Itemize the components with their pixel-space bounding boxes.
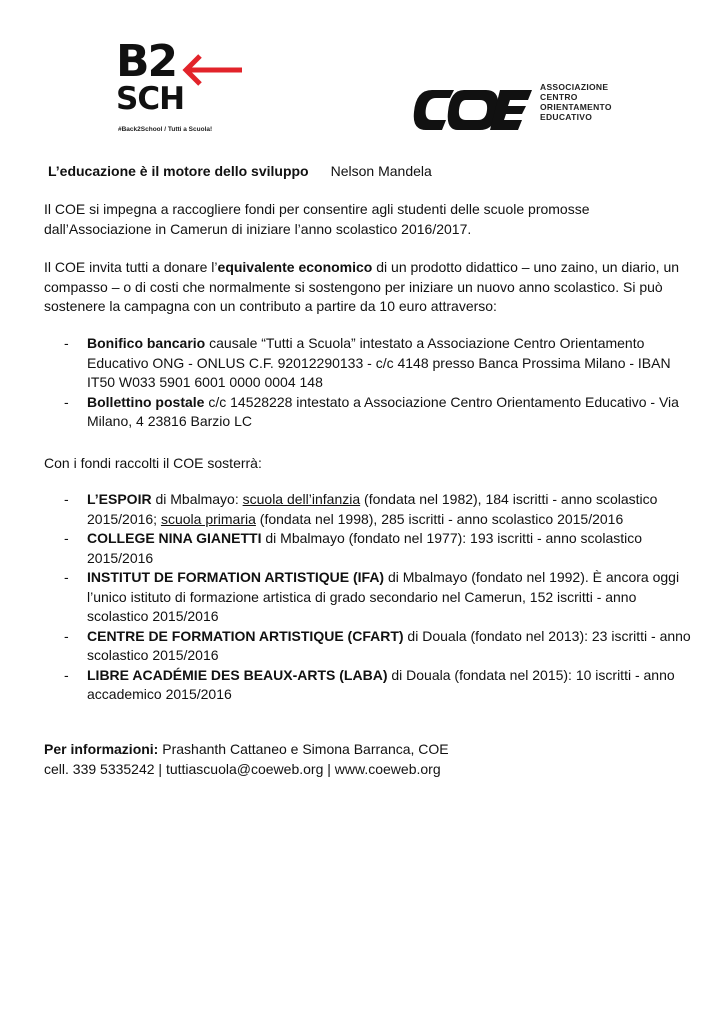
list-bullet: - [64,569,69,585]
logo-sch-text: SCH [116,81,185,117]
list-bullet: - [64,335,69,351]
funds-intro: Con i fondi raccolti il COE sosterrà: [44,455,262,471]
list-item: - COLLEGE NINA GIANETTI di Mbalmayo (fondato nel 1977): 193 iscritti - anno scolastico 2015/2016 [64,530,643,566]
intro-paragraph: Il COE si impegna a raccogliere fondi per consentire agli studenti delle scuole promosse dall’Associazione in Camerun di iniziare l’anno scolastico 2016/2017. [44,201,590,237]
list-bullet: - [64,666,69,683]
list-bullet: - [64,530,69,546]
coe-logo [410,80,630,140]
list-item: - Bollettino postale c/c 14528228 intestato a Associazione Centro Orientamento Educativo - Via Milano, 4 23816 Barzio LC [64,393,679,429]
list-item: - INSTITUT DE FORMATION ARTISTIQUE (IFA) di Mbalmayo (fondato nel 1992). È ancora oggi l’unico istituto di formazione artistica di grado secondario nel Camerun, 152 iscritti - anno scolastico 2015/2016 [64,569,680,624]
back2school-logo [116,36,248,138]
payment-methods-list [44,334,694,432]
schools-list [44,490,694,705]
coe-org-name: ASSOCIAZIONE CENTRO ORIENTAMENTO EDUCATIVO [540,82,612,122]
quote-line [48,162,688,182]
list-bullet: - [64,393,69,410]
contact-names: Prashanth Cattaneo e Simona Barranca, COE [158,741,449,757]
coe-mark-icon [410,80,538,140]
logo-tagline: #Back2School / Tutti a Scuola! [118,126,213,133]
list-item: - CENTRE DE FORMATION ARTISTIQUE (CFART) di Douala (fondato nel 2013): 23 iscritti - anno scolastico 2015/2016 [64,627,691,663]
list-item: - Bonifico bancario causale “Tutti a Scuola” intestato a Associazione Centro Orientamento Educativo ONG - ONLUS C.F. 92012290133 - c/c 4148 presso Banca Prossima Milano - IBAN IT50 W033 5901 6001 0000 0004 148 [64,335,671,390]
underlined-text: scuola primaria [160,510,256,527]
invite-highlight: equivalente economico [217,259,373,275]
contact-info [44,740,684,779]
underlined-text: scuola dell’infanzia [242,491,361,507]
contact-label: Per informazioni: [44,741,159,757]
logo-b2-text: B2 [116,36,177,87]
list-item: - L’ESPOIR di Mbalmayo: scuola dell’infanzia (fondata nel 1982), 184 iscritti - anno scolastico 2015/2016; scuola primaria (fondata nel 1998), 285 iscritti - anno scolastico 2015/2016 [64,491,658,527]
contact-details: cell. 339 5335242 | tuttiascuola@coeweb.org | www.coeweb.org [44,760,441,777]
quote-author: Nelson Mandela [330,163,432,179]
list-item: - LIBRE ACADÉMIE DES BEAUX-ARTS (LABA) di Douala (fondata nel 2015): 10 iscritti - anno accademico 2015/2016 [64,666,675,702]
left-arrow-icon [176,52,246,88]
list-bullet: - [64,627,69,644]
quote-text: L’educazione è il motore dello sviluppo [48,163,309,179]
invite-paragraph: Il COE invita tutti a donare l’equivalente economico di un prodotto didattico – uno zaino, un diario, un compasso – o di costi che normalmente si sostengono per iniziare un nuovo anno scolastico. Si può sostenere la campagna con un contributo a partire da 10 euro attraverso: [44,259,680,314]
list-bullet: - [64,491,69,507]
